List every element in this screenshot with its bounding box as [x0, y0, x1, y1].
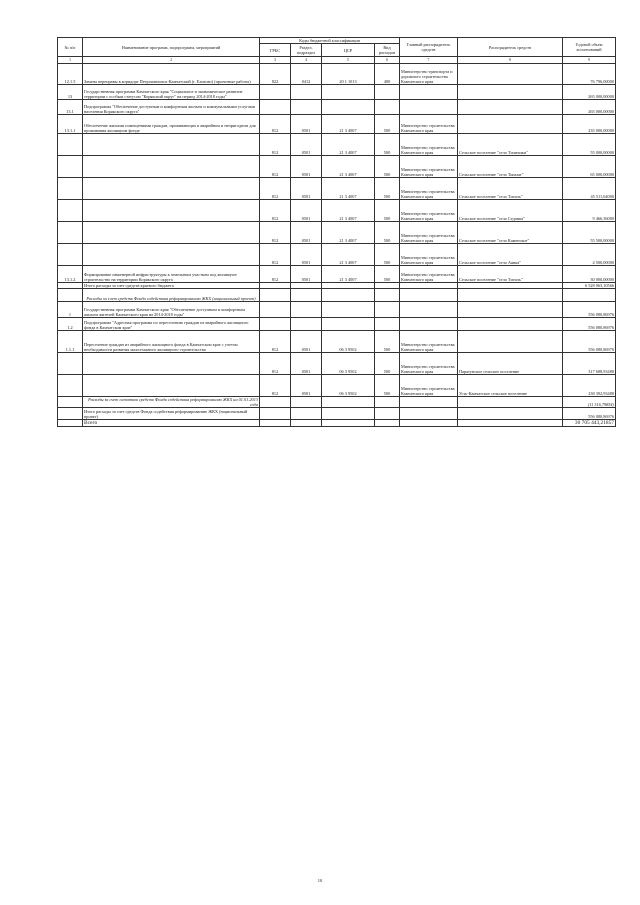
row-name: Подпрограмма "Обеспечение доступным и комфортным жильем и коммунальными услугами населения Корякского округа" — [83, 100, 260, 115]
column-number: 5 — [322, 57, 375, 64]
row-name: Формирование инженерной инфраструктуры к земельным участкам под жилищное строительство на территории Корякского округа — [83, 266, 260, 283]
row-main-manager — [400, 289, 458, 302]
row-main-manager — [400, 420, 458, 427]
row-number: 1 — [58, 302, 83, 318]
row-number — [58, 397, 83, 408]
table-row — [58, 64, 616, 85]
row-grbs: 812 — [260, 156, 291, 178]
row-main-manager: Министерство строительства Камчатского края — [400, 222, 458, 244]
row-csr: 20 1 1013 — [322, 64, 375, 85]
table-header — [58, 38, 616, 64]
table-row — [58, 289, 616, 302]
row-section: 0501 — [291, 266, 322, 283]
row-vr: 500 — [375, 375, 400, 397]
row-amount: 238 392,93488 — [563, 375, 616, 397]
row-amount: 235 000,00000 — [563, 115, 616, 134]
row-csr — [322, 397, 375, 408]
row-main-manager — [400, 318, 458, 331]
budget-sheet — [57, 37, 615, 427]
row-grbs: 812 — [260, 200, 291, 222]
header-col-csr: ЦСР — [322, 44, 375, 57]
row-manager — [458, 100, 563, 115]
row-number: 13.1.2 — [58, 266, 83, 283]
row-grbs — [260, 397, 291, 408]
row-main-manager: Министерство строительства Камчатского края — [400, 115, 458, 134]
row-csr — [322, 302, 375, 318]
column-number-row — [58, 57, 616, 64]
row-name: Переселение граждан из аварийного жилищного фонда в Камчатском крае с учетом необходимости развития малоэтажного жилищного строительства — [83, 331, 260, 353]
column-number: 9 — [563, 57, 616, 64]
row-manager — [458, 397, 563, 408]
table-row — [58, 397, 616, 408]
row-section — [291, 420, 322, 427]
row-number — [58, 353, 83, 375]
row-number — [58, 200, 83, 222]
row-amount: 556 080,86976 — [563, 318, 616, 331]
row-section — [291, 408, 322, 420]
row-section: 0501 — [291, 244, 322, 266]
row-csr: 21 3 4007 — [322, 115, 375, 134]
row-main-manager — [400, 302, 458, 318]
row-name — [83, 353, 260, 375]
table-row — [58, 353, 616, 375]
row-vr: 400 — [375, 64, 400, 85]
row-csr: 06 3 9502 — [322, 375, 375, 397]
row-csr: 21 3 4007 — [322, 134, 375, 156]
row-amount: 556 080,86976 — [563, 408, 616, 420]
row-amount: 45 511,64000 — [563, 178, 616, 200]
row-main-manager — [400, 100, 458, 115]
row-section: 0501 — [291, 178, 322, 200]
table-row — [58, 408, 616, 420]
row-name: Замена переправы в коридоре Петропавловск-Камчатский (г. Елизово) (проектные работы) — [83, 64, 260, 85]
row-main-manager — [400, 408, 458, 420]
row-grbs: 822 — [260, 64, 291, 85]
row-grbs — [260, 420, 291, 427]
column-number: 8 — [458, 57, 563, 64]
row-grbs — [260, 408, 291, 420]
row-amount: 556 080,86976 — [563, 331, 616, 353]
row-main-manager — [400, 397, 458, 408]
row-manager: Сельское поселение "село Тиличики" — [458, 134, 563, 156]
row-main-manager: Министерство строительства Камчатского края — [400, 331, 458, 353]
row-vr — [375, 318, 400, 331]
row-amount: (11 316,79854) — [563, 397, 616, 408]
row-section — [291, 318, 322, 331]
row-section: 0501 — [291, 156, 322, 178]
row-section — [291, 302, 322, 318]
header-col-main-manager: Главный распорядитель средств — [400, 38, 458, 57]
row-grbs: 812 — [260, 244, 291, 266]
row-csr: 21 3 4007 — [322, 156, 375, 178]
row-number — [58, 289, 83, 302]
row-csr: 06 3 9502 — [322, 353, 375, 375]
row-vr — [375, 420, 400, 427]
row-number: 13.1.1 — [58, 115, 83, 134]
row-csr: 21 3 4007 — [322, 266, 375, 283]
row-section: 0501 — [291, 331, 322, 353]
row-section — [291, 289, 322, 302]
row-section: 0501 — [291, 200, 322, 222]
row-section — [291, 85, 322, 100]
row-grbs — [260, 289, 291, 302]
row-number: 1.2 — [58, 318, 83, 331]
row-grbs: 812 — [260, 222, 291, 244]
table-row — [58, 331, 616, 353]
row-manager — [458, 302, 563, 318]
row-grbs: 812 — [260, 331, 291, 353]
row-amount: 76 796,00000 — [563, 64, 616, 85]
row-manager — [458, 64, 563, 85]
row-vr: 500 — [375, 178, 400, 200]
row-manager — [458, 85, 563, 100]
row-vr — [375, 397, 400, 408]
row-name: Подпрограмма "Адресная программа по переселению граждан из аварийного жилищного фонда в Камчатском крае" — [83, 318, 260, 331]
row-vr: 500 — [375, 222, 400, 244]
row-csr — [322, 85, 375, 100]
table-row — [58, 244, 616, 266]
row-number: 13 — [58, 85, 83, 100]
row-section: 0501 — [291, 375, 322, 397]
row-csr: 21 3 4007 — [322, 222, 375, 244]
page-number: 10 — [317, 878, 323, 883]
row-vr: 500 — [375, 331, 400, 353]
row-grbs: 812 — [260, 115, 291, 134]
row-main-manager: Министерство строительства Камчатского края — [400, 244, 458, 266]
table-row — [58, 100, 616, 115]
row-name — [83, 200, 260, 222]
column-number: 2 — [83, 57, 260, 64]
row-vr: 500 — [375, 156, 400, 178]
row-csr — [322, 289, 375, 302]
table-row — [58, 85, 616, 100]
row-csr — [322, 420, 375, 427]
row-manager: Сельское поселение "село Каменское" — [458, 222, 563, 244]
header-col-vr: Вид расходов — [375, 44, 400, 57]
header-col-section: Раздел, подраздел — [291, 44, 322, 57]
header-codes-group: Коды бюджетной классификации — [260, 38, 400, 44]
row-section: 0501 — [291, 353, 322, 375]
row-grbs: 812 — [260, 178, 291, 200]
row-manager: Паратунское сельское поселение — [458, 353, 563, 375]
row-amount: 265 000,00000 — [563, 100, 616, 115]
row-amount: 9 466,36000 — [563, 200, 616, 222]
table-row — [58, 222, 616, 244]
row-vr: 500 — [375, 200, 400, 222]
row-number: 1.1.1 — [58, 331, 83, 353]
row-amount: 265 000,00000 — [563, 85, 616, 100]
row-vr — [375, 302, 400, 318]
row-vr: 500 — [375, 115, 400, 134]
row-manager — [458, 331, 563, 353]
row-amount: 6 528 063,10566 — [563, 283, 616, 289]
header-col-name: Наименование программ, подпрограмм, мероприятий — [83, 38, 260, 57]
table-row — [58, 318, 616, 331]
row-grbs — [260, 302, 291, 318]
row-vr — [375, 408, 400, 420]
row-csr: 21 3 4007 — [322, 200, 375, 222]
row-vr: 500 — [375, 244, 400, 266]
row-number — [58, 156, 83, 178]
row-amount: 556 080,86976 — [563, 302, 616, 318]
row-name: Итого расходы за счет средств краевого бюджета — [83, 283, 260, 289]
row-number — [58, 408, 83, 420]
row-section: 0501 — [291, 134, 322, 156]
row-amount: 30 000,00000 — [563, 266, 616, 283]
row-amount: 55 500,00000 — [563, 222, 616, 244]
header-col-manager: Распорядитель средств — [458, 38, 563, 57]
row-name — [83, 134, 260, 156]
row-main-manager: Министерство строительства Камчатского края — [400, 156, 458, 178]
row-main-manager: Министерство строительства Камчатского края — [400, 134, 458, 156]
row-number — [58, 222, 83, 244]
column-number: 4 — [291, 57, 322, 64]
row-manager — [458, 420, 563, 427]
row-name — [83, 222, 260, 244]
row-number — [58, 178, 83, 200]
header-col-grbs: ГРБС — [260, 44, 291, 57]
table-row — [58, 134, 616, 156]
row-name: Всего — [83, 420, 260, 427]
row-manager — [458, 115, 563, 134]
row-vr: 500 — [375, 266, 400, 283]
row-manager: Сельское поселение "село Аянка" — [458, 244, 563, 266]
row-csr: 21 3 4007 — [322, 244, 375, 266]
row-grbs: 812 — [260, 353, 291, 375]
row-manager: Усть-Камчатское сельское поселение — [458, 375, 563, 397]
table-row — [58, 115, 616, 134]
row-vr: 500 — [375, 134, 400, 156]
row-manager: Сельское поселение "село Тымлат" — [458, 156, 563, 178]
row-section: 0501 — [291, 222, 322, 244]
row-main-manager: Министерство строительства Камчатского края — [400, 200, 458, 222]
row-manager: Сельское поселение "село Тигиль" — [458, 178, 563, 200]
row-main-manager: Министерство строительства Камчатского края — [400, 266, 458, 283]
row-grbs: 812 — [260, 134, 291, 156]
header-col-amount: Годовой объем ассигнований — [563, 38, 616, 57]
row-main-manager: Министерство строительства Камчатского края — [400, 178, 458, 200]
row-number — [58, 420, 83, 427]
row-main-manager: Министерство транспорта и дорожного строительства Камчатского края — [400, 64, 458, 85]
column-number: 3 — [260, 57, 291, 64]
row-name — [83, 375, 260, 397]
column-number: 1 — [58, 57, 83, 64]
row-manager — [458, 408, 563, 420]
row-number: 12.1.5 — [58, 64, 83, 85]
row-number: 13.1 — [58, 100, 83, 115]
row-number — [58, 375, 83, 397]
row-amount — [563, 289, 616, 302]
table-row — [58, 266, 616, 283]
table-row — [58, 156, 616, 178]
budget-table — [57, 37, 616, 427]
header-col-num: № п/п — [58, 38, 83, 57]
row-csr — [322, 100, 375, 115]
row-name — [83, 156, 260, 178]
row-grbs — [260, 318, 291, 331]
row-csr: 06 3 9502 — [322, 331, 375, 353]
table-row — [58, 375, 616, 397]
row-section: 0501 — [291, 115, 322, 134]
row-amount: 30 705 443,21857 — [563, 420, 616, 427]
table-row — [58, 200, 616, 222]
row-number — [58, 244, 83, 266]
row-csr: 21 3 4007 — [322, 178, 375, 200]
row-amount: 4 500,00000 — [563, 244, 616, 266]
row-manager: Сельское поселение "село Седанка" — [458, 200, 563, 222]
column-number: 6 — [375, 57, 400, 64]
row-grbs — [260, 100, 291, 115]
table-row — [58, 302, 616, 318]
row-name: Государственная программа Камчатского края "Обеспечение доступным и комфортным жильем жителей Камчатского края на 2014-2018 годы" — [83, 302, 260, 318]
row-amount: 65 000,00000 — [563, 156, 616, 178]
row-vr — [375, 289, 400, 302]
row-name: Обеспечение жилыми помещениями граждан, проживающих в аварийном и непригодном для проживания жилищном фонде — [83, 115, 260, 134]
row-vr — [375, 100, 400, 115]
row-name: Расходы за счет остатков средств Фонда содействия реформированию ЖКХ на 01.01.2013 года — [83, 397, 260, 408]
row-main-manager: Министерство строительства Камчатского края — [400, 353, 458, 375]
row-manager: Сельское поселение "село Тигиль" — [458, 266, 563, 283]
row-grbs: 812 — [260, 375, 291, 397]
row-manager — [458, 318, 563, 331]
row-csr — [322, 318, 375, 331]
row-manager — [458, 289, 563, 302]
row-section — [291, 100, 322, 115]
row-amount: 317 688,93488 — [563, 353, 616, 375]
row-name: Расходы за счет средств Фонда содействия реформированию ЖКХ (национальный проект) — [83, 289, 260, 302]
row-name — [83, 178, 260, 200]
row-grbs: 812 — [260, 266, 291, 283]
row-name: Государственная программа Камчатского края "Социальное и экономическое развитие территории с особым статусом "Корякский округ" на период 2014-2018 годы" — [83, 85, 260, 100]
column-number: 7 — [400, 57, 458, 64]
row-name: Итого расходы за счет средств Фонда содействия реформированию ЖКХ (национальный проект) — [83, 408, 260, 420]
table-body — [58, 64, 616, 427]
row-vr — [375, 85, 400, 100]
row-section — [291, 397, 322, 408]
row-vr: 500 — [375, 353, 400, 375]
row-grbs — [260, 85, 291, 100]
row-section: 0412 — [291, 64, 322, 85]
row-main-manager — [400, 85, 458, 100]
row-csr — [322, 408, 375, 420]
row-amount: 55 000,00000 — [563, 134, 616, 156]
row-number — [58, 134, 83, 156]
table-row — [58, 178, 616, 200]
row-main-manager: Министерство строительства Камчатского края — [400, 375, 458, 397]
table-row — [58, 420, 616, 427]
row-name — [83, 244, 260, 266]
